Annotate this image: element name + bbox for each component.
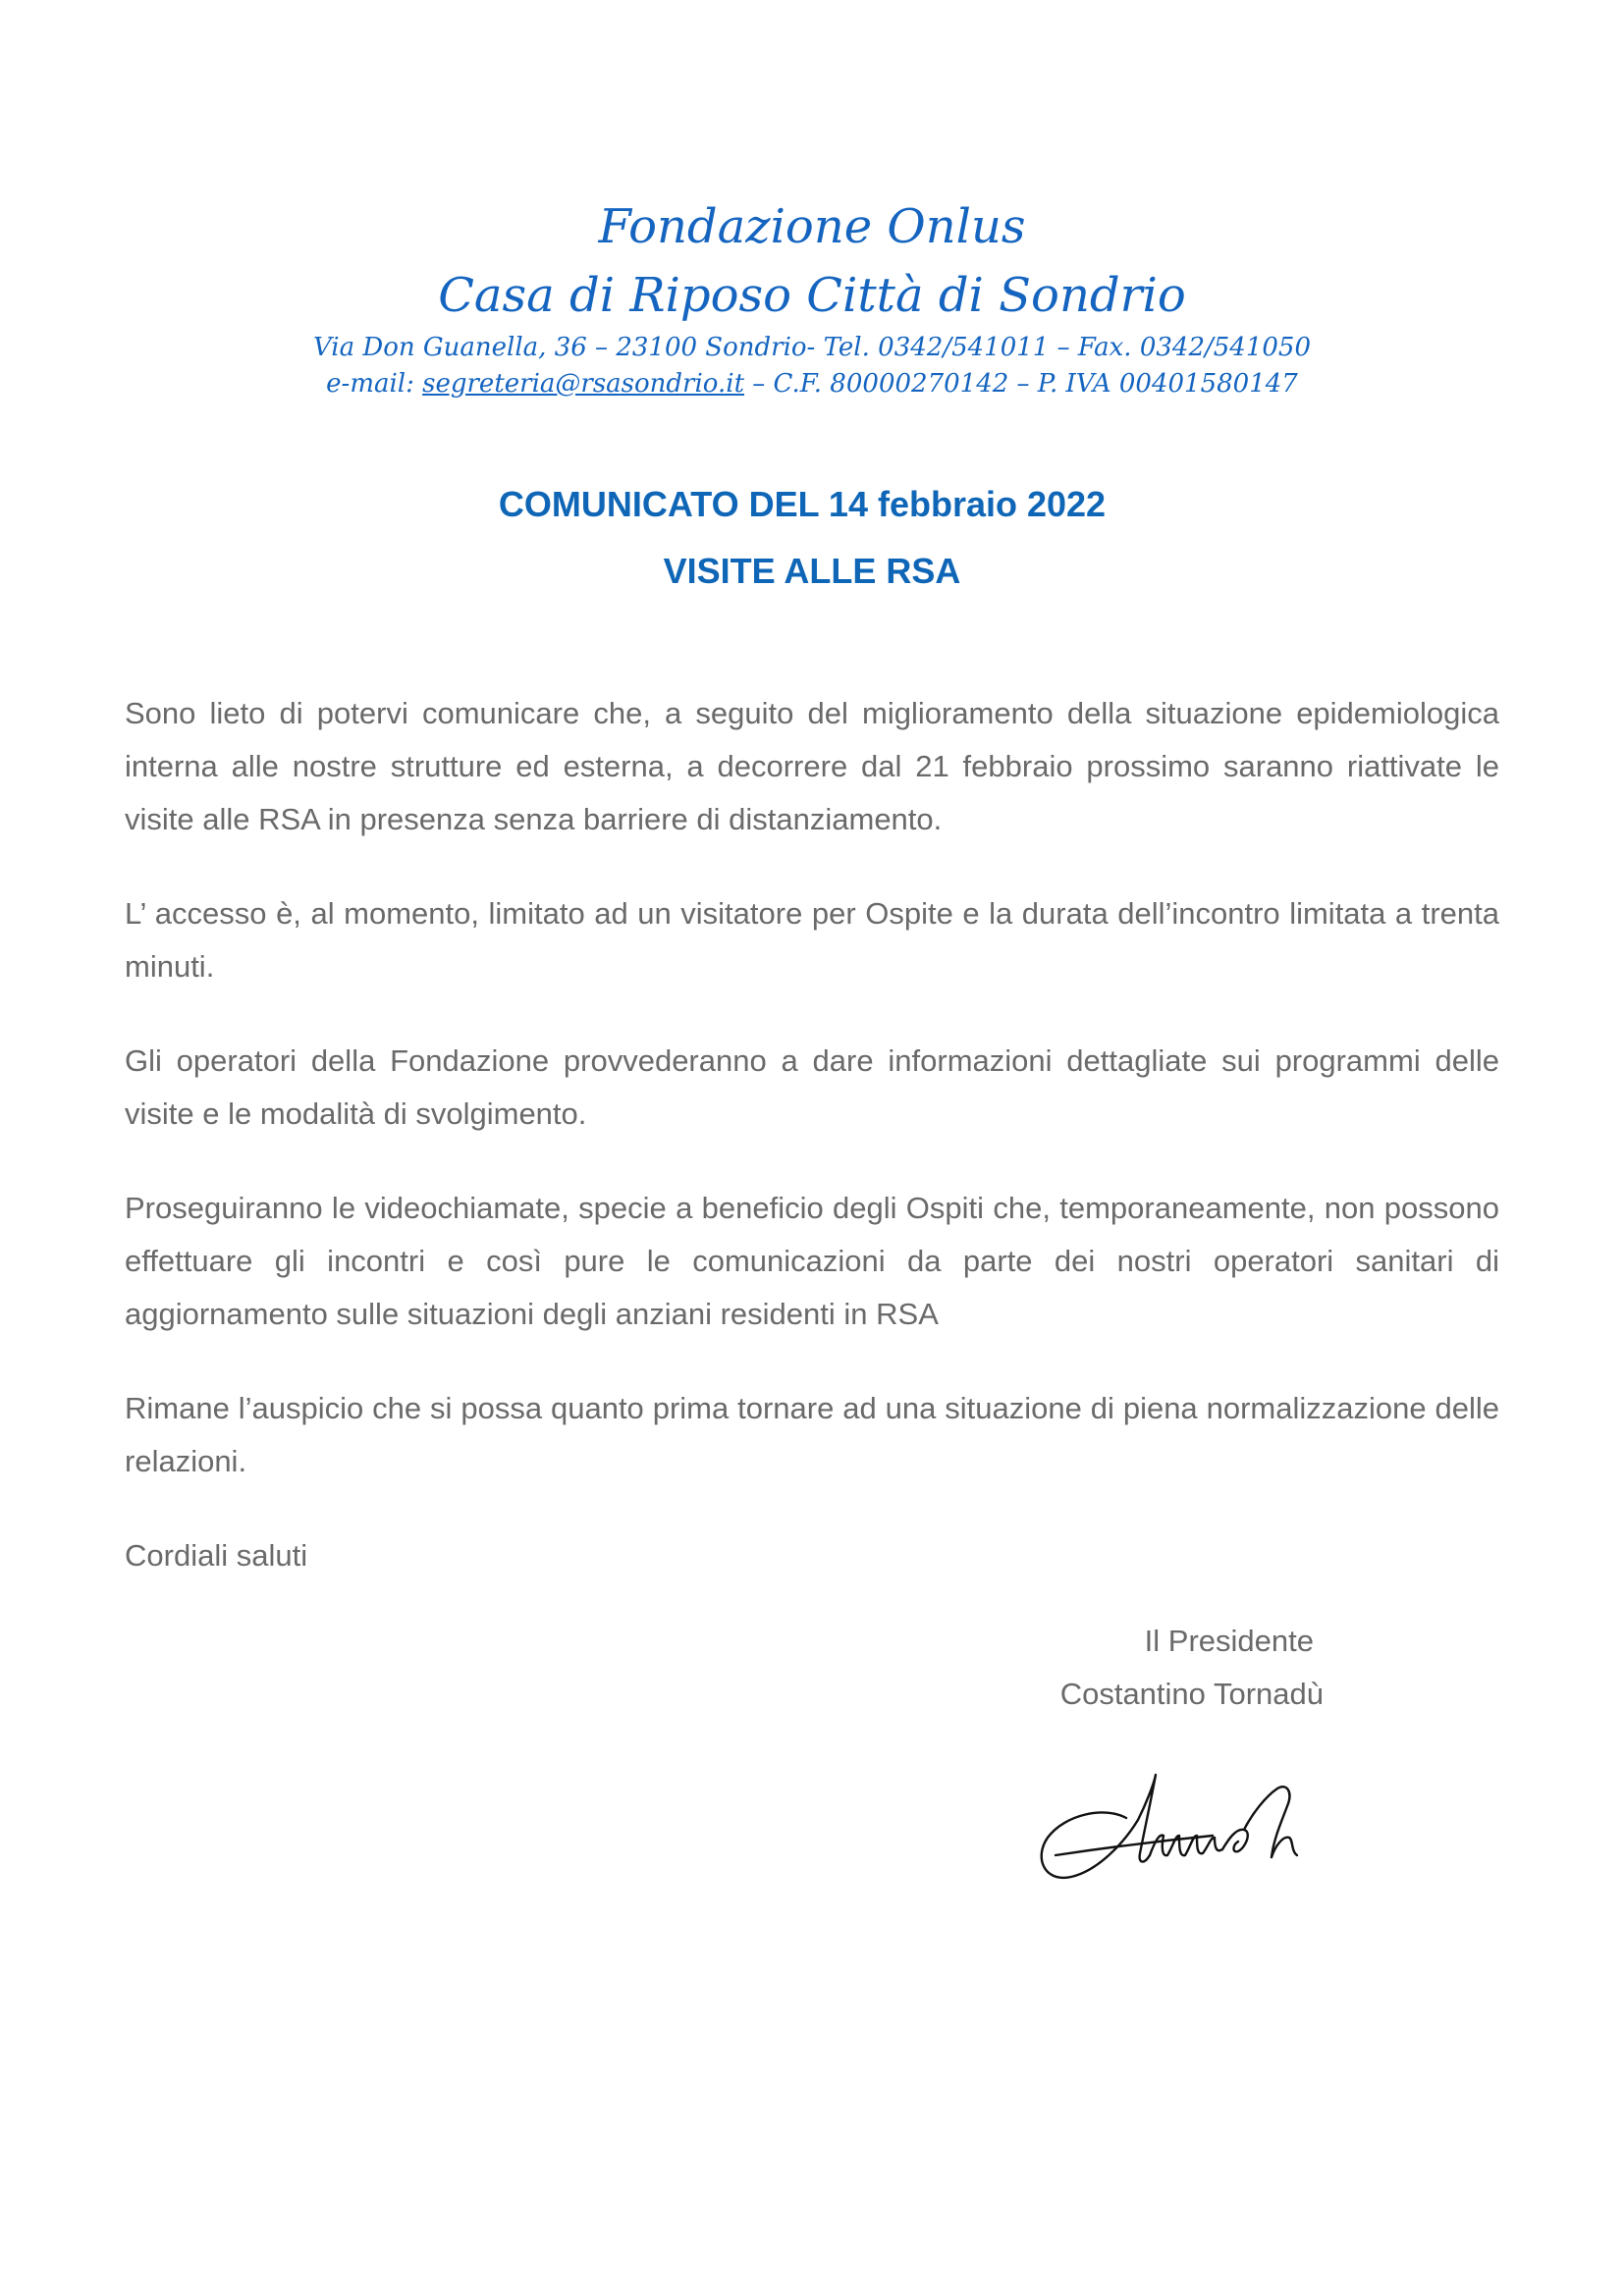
document-body	[125, 687, 1499, 1624]
signatory-role: Il Presidente	[1144, 1624, 1314, 1658]
document-heading	[0, 475, 1624, 601]
signatory-name: Costantino Tornadù	[1059, 1677, 1324, 1711]
body-paragraph-2: L’ accesso è, al momento, limitato ad un visitatore per Ospite e la durata dell’incontro limitata a trenta minuti.	[125, 896, 1499, 984]
email-link[interactable]: segreteria@rsasondrio.it	[422, 369, 745, 399]
signature-block	[982, 1615, 1375, 1721]
letterhead	[0, 192, 1624, 402]
communique-subject-title: VISITE ALLE RSA	[663, 551, 961, 592]
handwritten-signature-icon	[1036, 1767, 1301, 1895]
email-label: e-mail:	[326, 369, 423, 399]
body-paragraph-5: Rimane l’auspicio che si possa quanto prima tornare ad una situazione di piena normalizzazione delle relazioni.	[125, 1391, 1499, 1478]
organization-address: Via Don Guanella, 36 – 23100 Sondrio- Tel. 0342/541011 – Fax. 0342/541050	[312, 333, 1312, 362]
body-paragraph-3: Gli operatori della Fondazione provvederanno a dare informazioni dettagliate sui programmi delle visite e le modalità di svolgimento.	[125, 1043, 1499, 1131]
organization-contacts	[0, 366, 1624, 402]
organization-subtitle: Casa di Riposo Città di Sondrio	[438, 268, 1186, 323]
body-paragraph-4: Proseguiranno le videochiamate, specie a beneficio degli Ospiti che, temporaneamente, non possono effettuare gli incontri e così pure le comunicazioni da parte dei nostri operatori sanitari di aggiornamento sulle situazioni degli anziani residenti in RSA	[125, 1191, 1499, 1331]
communique-date-title: COMUNICATO DEL 14 febbraio 2022	[498, 484, 1107, 525]
fiscal-codes: – C.F. 80000270142 – P. IVA 00401580147	[744, 369, 1298, 399]
organization-name: Fondazione Onlus	[598, 199, 1026, 254]
closing-salutation: Cordiali saluti	[125, 1538, 308, 1573]
body-paragraph-1: Sono lieto di potervi comunicare che, a seguito del miglioramento della situazione epidemiologica interna alle nostre strutture ed esterna, a decorrere dal 21 febbraio prossimo saranno riattivate le visite alle RSA in presenza senza barriere di distanziamento.	[125, 696, 1499, 836]
